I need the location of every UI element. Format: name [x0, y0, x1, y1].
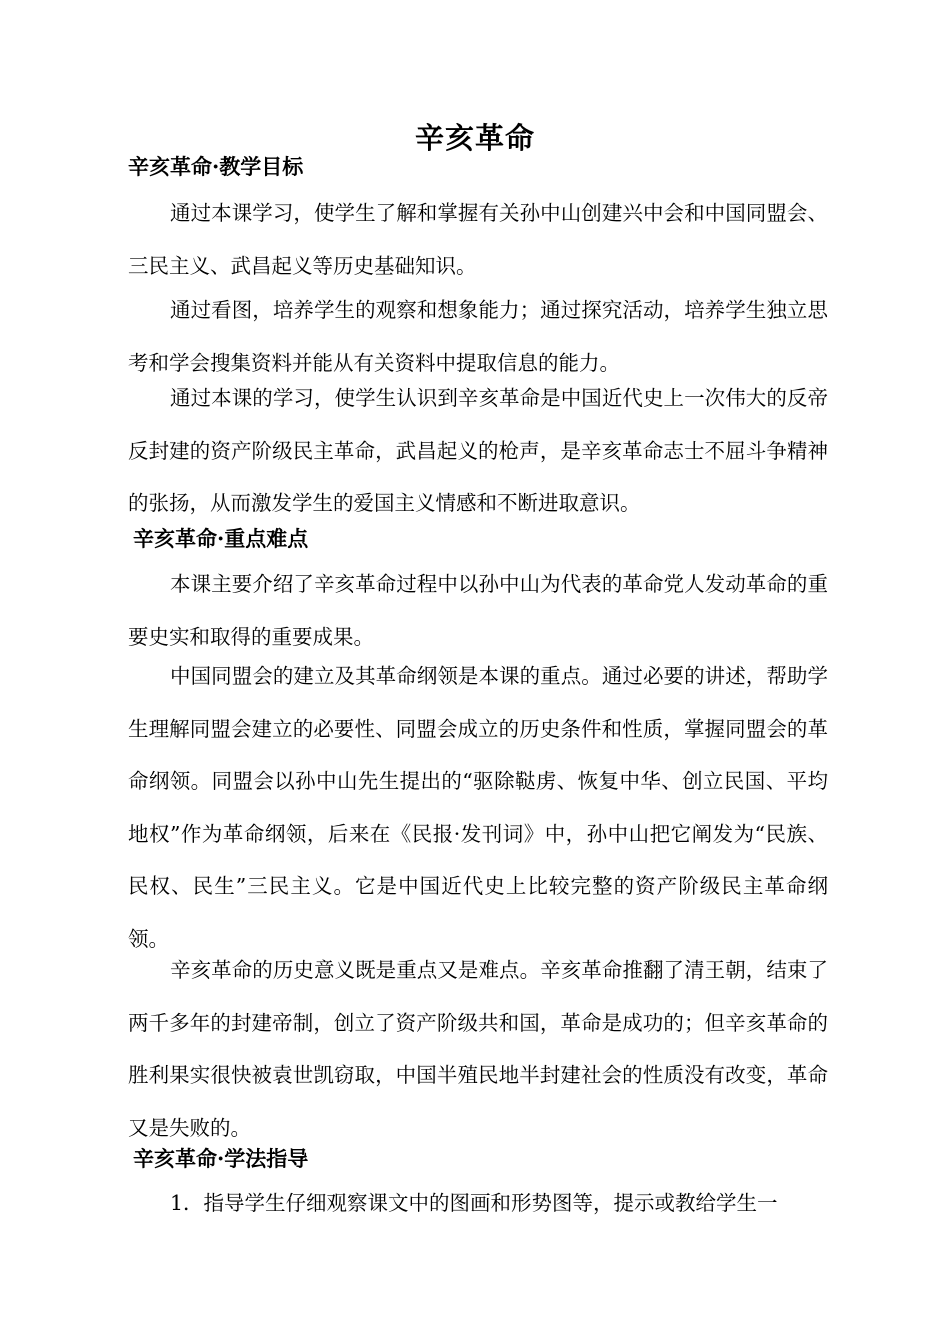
paragraph: 1．指导学生仔细观察课文中的图画和形势图等，提示或教给学生一 [170, 1191, 778, 1215]
paragraph: 通过本课学习，使学生了解和掌握有关孙中山创建兴中会和中国同盟会、三民主义、武昌起义等历史基础知识。 [128, 201, 828, 278]
paragraph: 通过本课的学习，使学生认识到辛亥革命是中国近代史上一次伟大的反帝反封建的资产阶级民主革命，武昌起义的枪声，是辛亥革命志士不屈斗争精神的张扬，从而激发学生的爱国主义情感和不断进取意识。 [128, 386, 828, 515]
section-heading-key-points: 辛亥革命·重点难点 [133, 526, 309, 551]
paragraph: 本课主要介绍了辛亥革命过程中以孙中山为代表的革命党人发动革命的重要史实和取得的重要成果。 [128, 572, 828, 649]
section-heading-teaching-objectives: 辛亥革命·教学目标 [128, 154, 304, 179]
paragraph: 辛亥革命的历史意义既是重点又是难点。辛亥革命推翻了清王朝，结束了两千多年的封建帝制，创立了资产阶级共和国，革命是成功的；但辛亥革命的胜利果实很快被袁世凯窃取，中国半殖民地半封建社会的性质没有改变，革命又是失败的。 [128, 958, 828, 1140]
paragraph: 中国同盟会的建立及其革命纲领是本课的重点。通过必要的讲述，帮助学生理解同盟会建立的必要性、同盟会成立的历史条件和性质，掌握同盟会的革命纲领。同盟会以孙中山先生提出的“驱除鞑虏、恢复中华、创立民国、平均地权”作为革命纲领，后来在《民报·发刊词》中，孙中山把它阐发为“民族、民权、民生”三民主义。它是中国近代史上比较完整的资产阶级民主革命纲领。 [128, 664, 828, 951]
document-title: 辛亥革命 [414, 121, 535, 155]
paragraph: 通过看图，培养学生的观察和想象能力；通过探究活动，培养学生独立思考和学会搜集资料并能从有关资料中提取信息的能力。 [128, 298, 828, 375]
section-heading-study-guidance: 辛亥革命·学法指导 [133, 1146, 309, 1171]
